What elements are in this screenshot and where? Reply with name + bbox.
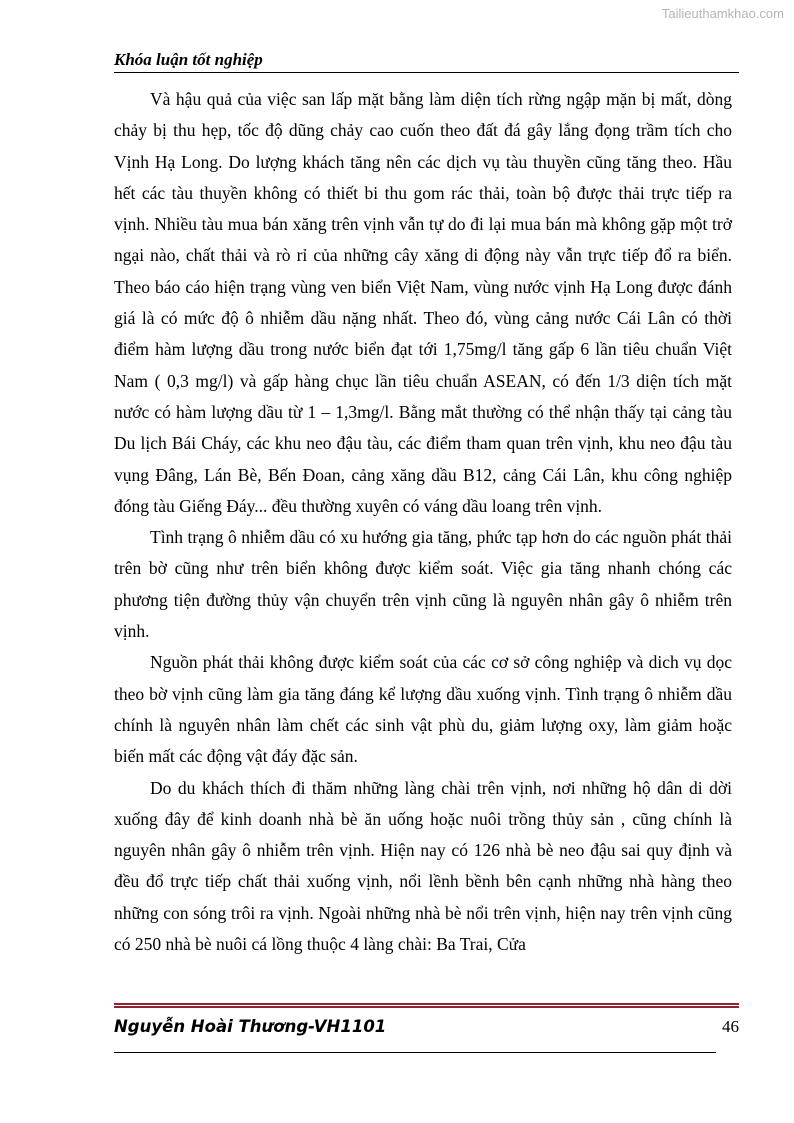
paragraph: Tình trạng ô nhiễm dầu có xu hướng gia tăng, phức tạp hơn do các nguồn phát thải trên bờ cũng như trên biển không được kiểm soát. Việc gia tăng nhanh chóng các phương tiện đường thủy vận chuyển trên vịnh cũng là nguyên nhân gây ô nhiễm trên vịnh. [114,527,732,642]
header-title: Khóa luận tốt nghiệp [114,50,263,69]
paragraph: Nguồn phát thải không được kiểm soát của các cơ sở công nghiệp và dich vụ dọc theo bờ vịnh cũng làm gia tăng đáng kể lượng dầu xuống vịnh. Tình trạng ô nhiễm dầu chính là nguyên nhân làm chết các sinh vật phù du, giảm lượng oxy, làm giảm hoặc biến mất các động vật đáy đặc sản. [114,652,732,767]
body-text [114,84,732,960]
footer-author: Nguyễn Hoài Thương-VH1101 [114,1017,387,1036]
page-number: 46 [722,1017,739,1036]
footer-underline [114,1052,716,1053]
footer-divider [114,1003,739,1008]
paragraph: Và hậu quả của việc san lấp mặt bằng làm diện tích rừng ngập mặn bị mất, dòng chảy bị thu hẹp, tốc độ dũng chảy cao cuốn theo đất đá gây lắng đọng trầm tích cho Vịnh Hạ Long. Do lượng khách tăng nên các dịch vụ tàu thuyền cũng tăng theo. Hầu hết các tàu thuyền không có thiết bi thu gom rác thải, toàn bộ được thải trực tiếp ra vịnh. Nhiều tàu mua bán xăng trên vịnh vẫn tự do đi lại mua bán mà không gặp một trở ngại nào, chất thải và rò rỉ của những cây xăng di động này vẫn trực tiếp đổ ra biển. Theo báo cáo hiện trạng vùng ven biển Việt Nam, vùng nước vịnh Hạ Long được đánh giá là có mức độ ô nhiễm dầu nặng nhất. Theo đó, vùng cảng nước Cái Lân có thời điểm hàm lượng dầu trong nước biển đạt tới 1,75mg/l tăng gấp 6 lần tiêu chuẩn Việt Nam ( 0,3 mg/l) và gấp hàng chục lần tiêu chuẩn ASEAN, có đến 1/3 diện tích mặt nước có hàm lượng dầu từ 1 – 1,3mg/l. Bằng mắt thường có thể nhận thấy tại cảng tàu Du lịch Bái Cháy, các khu neo đậu tàu, các điểm tham quan trên vịnh, khu neo đậu tàu vụng Đâng, Lán Bè, Bến Đoan, cảng xăng dầu B12, cảng Cái Lân, khu công nghiệp đóng tàu Giếng Đáy... đều thường xuyên có váng dầu loang trên vịnh. [114,89,732,516]
page-header [114,50,739,73]
page-footer [114,1015,739,1041]
paragraph: Do du khách thích đi thăm những làng chài trên vịnh, nơi những hộ dân di dời xuống đây để kinh doanh nhà bè ăn uống hoặc nuôi trồng thủy sản , cũng chính là nguyên nhân gây ô nhiễm trên vịnh. Hiện nay có 126 nhà bè neo đậu sai quy định và đều đổ trực tiếp chất thải xuống vịnh, nổi lềnh bềnh bên cạnh những nhà hàng theo những con sóng trôi ra vịnh. Ngoài những nhà bè nổi trên vịnh, hiện nay trên vịnh cũng có 250 nhà bè nuôi cá lồng thuộc 4 làng chài: Ba Trai, Cửa [114,777,732,955]
watermark: Tailieuthamkhao.com [661,6,784,21]
